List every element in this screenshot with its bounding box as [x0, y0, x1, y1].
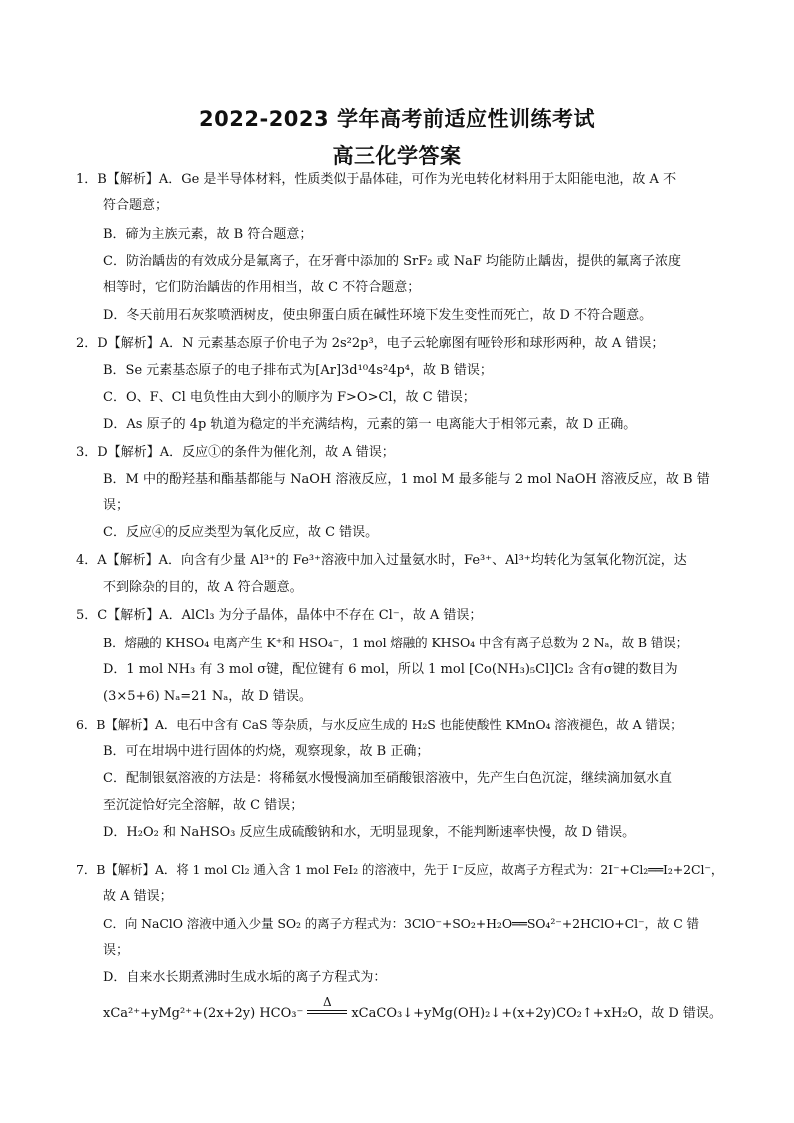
answer-2-line-1: 2．D【解析】A．N 元素基态原子价电子为 2s²2p³，电子云轮廓图有哑铃形和球形两种，故 A 错误；	[76, 336, 665, 351]
answer-7-line-4: 误；	[103, 943, 130, 958]
answer-5-line-4: (3×5+6) Nₐ=21 Nₐ，故 D 错误。	[103, 689, 312, 704]
answer-1-line-6: D．冬天前用石灰浆喷洒树皮，使虫卵蛋白质在碱性环境下发生变性而死亡，故 D 不符合题意。	[103, 308, 653, 323]
answer-1-line-1: 1．B【解析】A．Ge 是半导体材料，性质类似于晶体硅，可作为光电转化材料用于太阳能电池，故 A 不	[76, 172, 677, 187]
answer-7-line-2: 故 A 错误；	[103, 889, 173, 904]
answer-5-line-2: B．熔融的 KHSO₄ 电离产生 K⁺和 HSO₄⁻，1 mol 熔融的 KHSO₄ 中含有离子总数为 2 Nₐ，故 B 错误；	[103, 635, 689, 650]
answer-1-line-5: 相等时，它们防治龋齿的作用相当，故 C 不符合题意；	[103, 280, 421, 295]
answer-1-line-2: 符合题意；	[103, 198, 169, 213]
answer-6-line-3: C．配制银氨溶液的方法是：将稀氨水慢慢滴加至硝酸银溶液中，先产生白色沉淀，继续滴加氨水直	[103, 771, 672, 786]
answer-6-line-4: 至沉淀恰好完全溶解，故 C 错误；	[103, 798, 304, 813]
answer-2-line-2: B．Se 元素基态原子的电子排布式为[Ar]3d¹⁰4s²4p⁴，故 B 错误；	[103, 363, 493, 378]
answer-5-line-3: D．1 mol NH₃ 有 3 mol σ键，配位键有 6 mol，所以 1 mol [Co(NH₃)₅Cl]Cl₂ 含有σ键的数目为	[103, 662, 678, 677]
equation-right: xCaCO₃↓+yMg(OH)₂↓+(x+2y)CO₂↑+xH₂O，故 D 错误。	[351, 1006, 722, 1021]
answer-3-line-4: C．反应④的反应类型为氧化反应，故 C 错误。	[103, 525, 379, 540]
arrow-line-top	[307, 1010, 347, 1011]
answer-4-line-2: 不到除杂的目的，故 A 符合题意。	[103, 580, 303, 595]
answer-2-line-4: D．As 原子的 4p 轨道为稳定的半充满结构，元素的第一 电离能大于相邻元素，故 D 正确。	[103, 417, 637, 432]
answer-3-line-3: 误；	[103, 498, 130, 513]
scale-equation	[103, 995, 722, 1022]
answer-3-line-1: 3．D【解析】A．反应①的条件为催化剂，故 A 错误；	[76, 445, 395, 460]
answer-4-line-1: 4．A【解析】A．向含有少量 Al³⁺的 Fe³⁺溶液中加入过量氨水时，Fe³⁺、Al³⁺均转化为氢氧化物沉淀，达	[76, 553, 687, 568]
arrow-line-bottom	[307, 1013, 347, 1014]
exam-title: 2022-2023 学年高考前适应性训练考试	[199, 107, 595, 131]
answer-6-line-2: B．可在坩埚中进行固体的灼烧，观察现象，故 B 正确；	[103, 744, 430, 759]
answer-1-line-4: C．防治龋齿的有效成分是氟离子，在牙膏中添加的 SrF₂ 或 NaF 均能防止龋齿，提供的氟离子浓度	[103, 254, 681, 269]
exam-subtitle: 高三化学答案	[332, 144, 462, 168]
answer-1-line-3: B．碲为主族元素，故 B 符合题意；	[103, 227, 313, 242]
answer-2-line-3: C．O、F、Cl 电负性由大到小的顺序为 F>O>Cl，故 C 错误；	[103, 390, 476, 405]
heating-symbol: Δ	[323, 995, 332, 1009]
answer-3-line-2: B．M 中的酚羟基和酯基都能与 NaOH 溶液反应，1 mol M 最多能与 2 mol NaOH 溶液反应，故 B 错	[103, 472, 710, 487]
equation-left: xCa²⁺+yMg²⁺+(2x+2y) HCO₃⁻	[103, 1006, 304, 1021]
answer-6-line-5: D．H₂O₂ 和 NaHSO₃ 反应生成硫酸钠和水，无明显现象，不能判断速率快慢，故 D 错误。	[103, 825, 636, 840]
heating-arrow	[305, 995, 349, 1020]
answer-7-line-5: D．自来水长期煮沸时生成水垢的离子方程式为：	[103, 970, 387, 985]
answer-5-line-1: 5．C【解析】A．AlCl₃ 为分子晶体，晶体中不存在 Cl⁻，故 A 错误；	[76, 608, 483, 623]
answer-6-line-1: 6．B【解析】A．电石中含有 CaS 等杂质，与水反应生成的 H₂S 也能使酸性 KMnO₄ 溶液褪色，故 A 错误；	[76, 717, 683, 732]
answer-7-line-3: C．向 NaClO 溶液中通入少量 SO₂ 的离子方程式为：3ClO⁻+SO₂+H₂O══SO₄²⁻+2HClO+Cl⁻，故 C 错	[103, 916, 699, 931]
answer-7-line-1: 7．B【解析】A．将 1 mol Cl₂ 通入含 1 mol FeI₂ 的溶液中，先于 I⁻反应，故离子方程式为：2I⁻+Cl₂══I₂+2Cl⁻，	[76, 862, 724, 877]
